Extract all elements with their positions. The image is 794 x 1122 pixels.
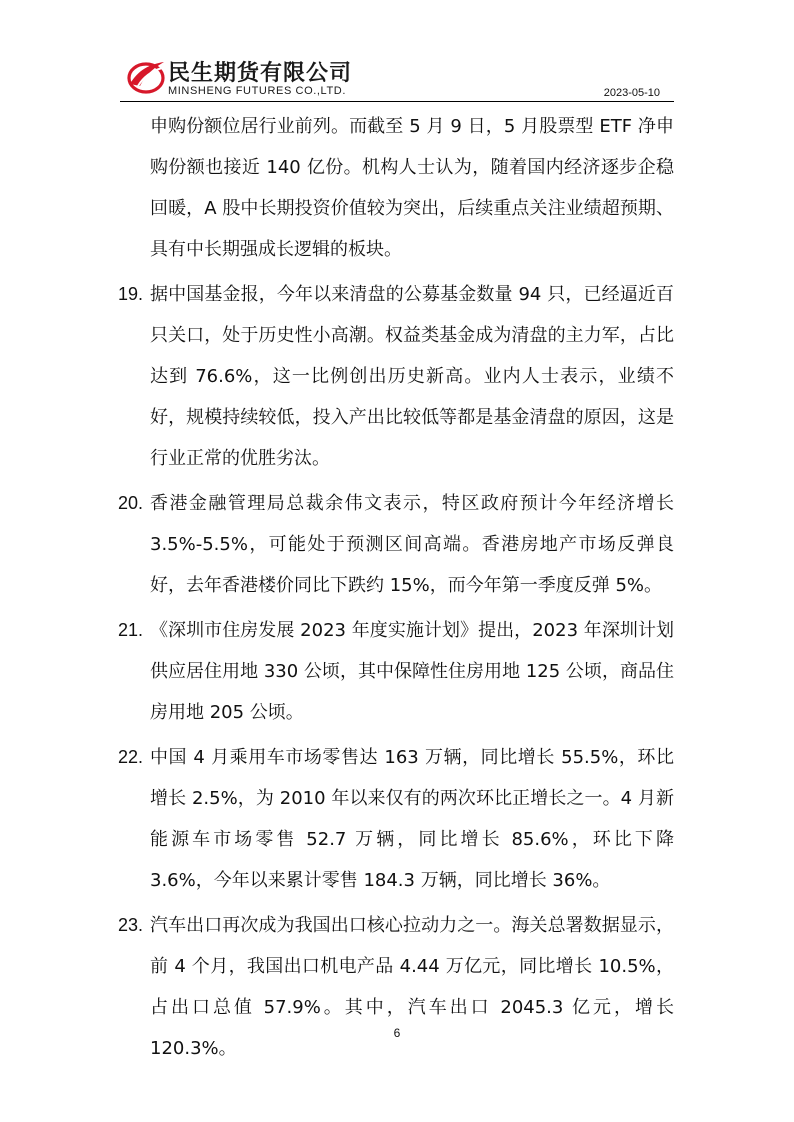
page-number: 6 (393, 1026, 401, 1040)
news-item-20 (118, 483, 674, 606)
company-name-en: MINSHENG FUTURES CO.,LTD. (168, 85, 346, 97)
report-date: 2023-05-10 (603, 87, 660, 99)
news-item-23 (118, 905, 674, 1069)
continued-paragraph: 申购份额位居行业前列。而截至 5 月 9 日，5 月股票型 ETF 净申购份额也接近 140 亿份。机构人士认为，随着国内经济逐步企稳回暖，A 股中长期投资价值较为突出，后续重点关注业绩超预期、具有中长期强成长逻辑的板块。 (150, 116, 674, 260)
item-text: 《深圳市住房发展 2023 年度实施计划》提出，2023 年深圳计划供应居住用地 330 公顷，其中保障性住房用地 125 公顷，商品住房用地 205 公顷。 (150, 620, 674, 723)
item-text: 据中国基金报，今年以来清盘的公募基金数量 94 只，已经逼近百只关口，处于历史性小高潮。权益类基金成为清盘的主力军，占比达到 76.6%，这一比例创出历史新高。业内人士表示，业绩不好，规模持续较低，投入产出比较低等都是基金清盘的原因，这是行业正常的优胜劣汰。 (150, 284, 674, 469)
company-name-cn: 民生期货有限公司 (168, 61, 353, 86)
item-number: 19. (118, 284, 144, 304)
item-text: 中国 4 月乘用车市场零售达 163 万辆，同比增长 55.5%，环比增长 2.5%，为 2010 年以来仅有的两次环比正增长之一。4 月新能源车市场零售 52.7 万辆，同比增长 85.6%，环比下降 3.6%，今年以来累计零售 184.3 万辆，同比增长 36%。 (150, 747, 674, 891)
news-item-21 (118, 610, 674, 733)
item-number: 22. (118, 747, 144, 767)
news-item-19 (118, 274, 674, 479)
news-item-22 (118, 737, 674, 901)
news-content (118, 106, 674, 1069)
minsheng-logo-icon (126, 56, 166, 96)
header-divider (120, 101, 674, 102)
item-number: 20. (118, 493, 144, 513)
page-header (120, 52, 674, 102)
item-number: 21. (118, 620, 144, 640)
item-number: 23. (118, 915, 144, 935)
item-text: 汽车出口再次成为我国出口核心拉动力之一。海关总署数据显示，前 4 个月，我国出口机电产品 4.44 万亿元，同比增长 10.5%，占出口总值 57.9%。其中，汽车出口 2045.3 亿元，增长 120.3%。 (150, 915, 674, 1059)
item-text: 香港金融管理局总裁余伟文表示，特区政府预计今年经济增长 3.5%-5.5%，可能处于预测区间高端。香港房地产市场反弹良好，去年香港楼价同比下跌约 15%，而今年第一季度反弹 5%。 (150, 493, 674, 596)
